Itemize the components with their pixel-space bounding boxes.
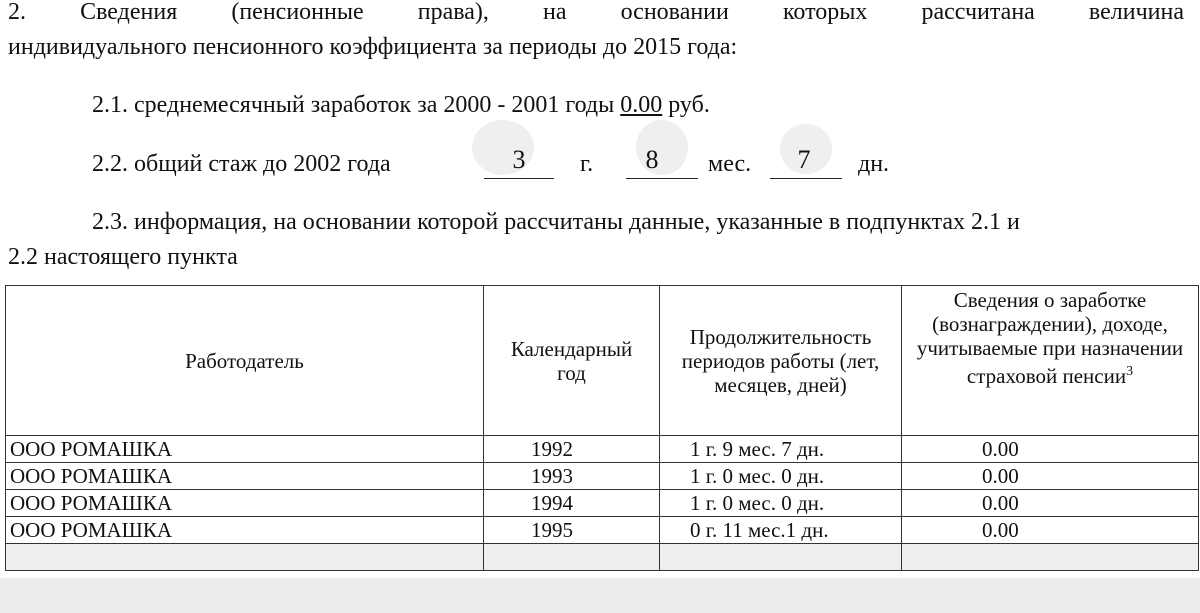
header-earnings-footnote: 3 [1126, 364, 1134, 379]
row-duration: 1 г. 9 мес. 7 дн. [660, 436, 902, 463]
row-employer: ООО РОМАШКА [6, 436, 484, 463]
empty-cell [6, 544, 484, 571]
item-2-1-label: 2.1. среднемесячный заработок за 2000 - 2001 годы [92, 92, 615, 118]
total-service-months: 8 [645, 145, 659, 174]
currency-unit: руб. [668, 92, 710, 118]
row-year: 1993 [484, 463, 660, 490]
row-employer: ООО РОМАШКА [6, 463, 484, 490]
header-year: Календарный год [484, 286, 660, 436]
row-employer: ООО РОМАШКА [6, 517, 484, 544]
row-employer: ООО РОМАШКА [6, 490, 484, 517]
average-earnings-value: 0.00 [620, 92, 663, 118]
item-2-3-line-1: 2.3. информация, на основании которой рассчитаны данные, указанные в подпунктах 2.1 и [92, 209, 1020, 235]
row-duration: 1 г. 0 мес. 0 дн. [660, 490, 902, 517]
row-duration: 1 г. 0 мес. 0 дн. [660, 463, 902, 490]
header-duration: Продолжительность периодов работы (лет, месяцев, дней) [660, 286, 902, 436]
section-2-line-1: 2. Сведения (пенсионные права), на основании которых рассчитана величина [8, 0, 1184, 25]
employment-table [5, 285, 1199, 571]
months-blank [626, 177, 698, 179]
empty-cell [660, 544, 902, 571]
table-row [6, 517, 1199, 544]
header-employer: Работодатель [6, 286, 484, 436]
empty-cell [484, 544, 660, 571]
header-earnings [902, 286, 1199, 436]
table-row [6, 490, 1199, 517]
empty-cell [902, 544, 1199, 571]
row-earnings: 0.00 [902, 436, 1199, 463]
item-2-2-label: 2.2. общий стаж до 2002 года [92, 151, 391, 177]
header-earnings-label: Сведения о заработке (вознаграждении), доходе, учитываемые при назначении страховой пенсии [916, 288, 1184, 388]
table-row [6, 463, 1199, 490]
footer-shade [0, 578, 1200, 613]
days-blank [770, 177, 842, 179]
table-header-row [6, 286, 1199, 436]
total-service-days: 7 [797, 145, 811, 174]
row-earnings: 0.00 [902, 517, 1199, 544]
years-blank [484, 177, 554, 179]
total-service-years: 3 [512, 145, 526, 174]
days-unit: дн. [858, 151, 890, 177]
row-earnings: 0.00 [902, 490, 1199, 517]
table-row [6, 436, 1199, 463]
years-unit: г. [580, 151, 594, 177]
item-2-1 [92, 91, 710, 119]
section-2-line-2: индивидуального пенсионного коэффициента за периоды до 2015 года: [8, 34, 738, 60]
months-unit: мес. [708, 151, 752, 177]
row-year: 1992 [484, 436, 660, 463]
row-duration: 0 г. 11 мес.1 дн. [660, 517, 902, 544]
item-2-3-line-2: 2.2 настоящего пункта [8, 244, 238, 270]
row-year: 1995 [484, 517, 660, 544]
row-earnings: 0.00 [902, 463, 1199, 490]
row-year: 1994 [484, 490, 660, 517]
table-row-empty [6, 544, 1199, 571]
